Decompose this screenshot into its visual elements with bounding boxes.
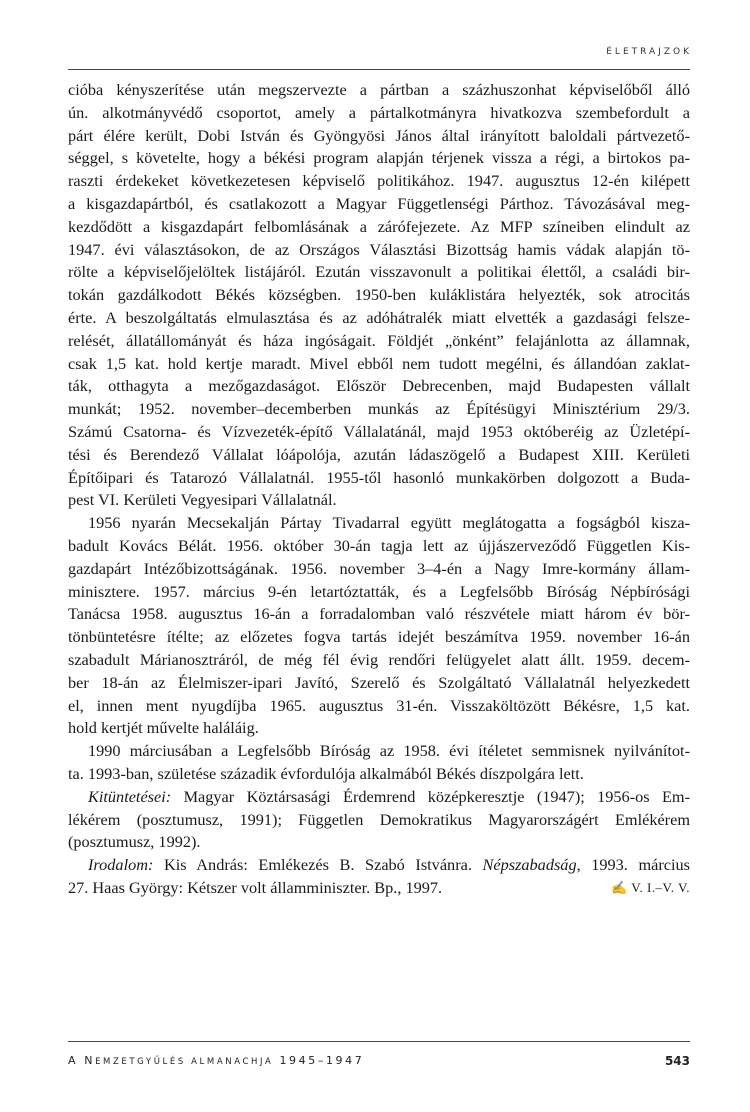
text-line: tési és Berendező Vállalat lóápolója, azután ládaszögelő a Budapest XIII. Kerületi [68,444,690,464]
book-title: A NEMZETGYŰLÉS ALMANACHJA 1945–1947 [68,1054,365,1067]
text-line: minisztere. 1957. március 9-én letartóztatták, és a Legfelsőbb Bíróság Népbírósági [68,581,690,601]
text-line: el, innen ment nyugdíjba 1965. augusztus 31-én. Visszaköltözött Békésre, 1,5 kat. [68,695,690,715]
text-line: ta. 1993-ban, születése századik évfordulója alkalmából Békés díszpolgára lett. [68,763,584,783]
awards-line: Kitüntetései: Magyar Köztársasági Érdemrend középkeresztje (1947); 1956-os Em- [88,786,690,806]
text-line: szabadult Márianosztráról, de még fél évig rendőri felügyelet alatt állt. 1959. decem- [68,649,690,669]
text-line: párt élére került, Dobi István és Gyöngyösi János által irányított baloldali pártvezető- [68,125,690,145]
footer-rule [68,1041,690,1042]
text-line: ún. alkotmányvédő csoportot, amely a pártalkotmányra hivatkozva szembefordult a [68,102,690,122]
text-line: relését, állatállományát és háza ingóságait. Földjét „önként” felajánlotta az államnak, [68,330,690,350]
text-line: Tanácsa 1958. augusztus 16-án a forradalomban való részvétele miatt három év bör- [68,604,690,624]
text-line: érte. A beszolgáltatás elmulasztása és az adóhátralék miatt elvették a gazdasági felsze- [68,307,690,327]
text-line: hold kertjét művelte haláláig. [68,718,259,738]
awards-label: Kitüntetései: [88,786,172,806]
text-line: ták, otthagyta a mezőgazdaságot. Először Debrecenben, majd Budapesten vállalt [68,376,690,396]
literature-label: Irodalom: [88,855,154,875]
text-line: badult Kovács Bélát. 1956. október 30-án tagja lett az újjászerveződő Független Kis- [68,535,690,555]
text-line: tönbüntetésre ítélte; az előzetes fogva tartás idejét beszámítva 1959. november 16-án [68,627,690,647]
text-line: 1956 nyarán Mecsekalján Pártay Tivadarral együtt meglátogatta a fogságból kisza- [88,513,690,533]
text-line: séggel, s követelte, hogy a békési program alapján térjenek vissza a régi, a birtokos pa- [68,148,690,168]
text-line: Számú Csatorna- és Vízvezeték-építő Vállalatánál, majd 1953 októberéig az Üzletépí- [68,421,690,441]
journal-title: Népszabadság [482,855,577,875]
text-line: raszti érdekeket következetesen képviselő politikához. 1947. augusztus 12-én kilépett [68,171,690,191]
text-line: 1947. évi választásokon, de az Országos Választási Bizottság hamis vádak alapján tö- [68,239,690,259]
awards-line: lékérem (posztumusz, 1991); Független Demokratikus Magyarországért Emlékérem [68,809,690,829]
author-signature [611,877,690,900]
literature-line: Irodalom: Kis András: Emlékezés B. Szabó Istvánra. Népszabadság, 1993. március [88,855,690,875]
awards-line: (posztumusz, 1992). [68,832,201,852]
page-number: 543 [664,1054,690,1068]
text-line: ber 18-án az Élelmiszer-ipari Javító, Szerelő és Szolgáltató Vállalatnál helyezkedett [68,672,690,692]
text-line: gazdapárt Intézőbizottságának. 1956. november 3–4-én a Nagy Imre-kormány állam- [68,558,690,578]
running-head: ÉLETRAJZOK [606,47,692,57]
author-initials: V. I.–V. V. [631,879,690,895]
text-line: a kisgazdapártból, és csatlakozott a Magyar Függetlenségi Párthoz. Távozásával meg- [68,193,690,213]
text-line: rölte a képviselőjelöltek listájáról. Ezután visszavonult a politikai élettől, a családi bir- [68,262,690,282]
text-line: Építőipari és Tatarozó Vállalatnál. 1955-től hasonló munkakörben dolgozott a Buda- [68,467,690,487]
text-line: csak 1,5 kat. hold kertje maradt. Mivel ebből nem tudott megélni, és állandóan zaklat- [68,353,690,373]
text-line: pest VI. Kerületi Vegyesipari Vállalatnál. [68,490,337,510]
page-footer [68,1054,690,1067]
biography-text [68,79,690,900]
text-line: kezdődött a kisgazdapárt felbomlásának a zárófejezete. Az MFP színeiben elindult az [68,216,690,236]
text-line: 1990 márciusában a Legfelsőbb Bíróság az 1958. évi ítéletet semmisnek nyilvánítot- [88,741,690,761]
header-rule [68,69,690,70]
literature-line: 27. Haas György: Kétszer volt államminiszter. Bp., 1997. ✍ V. I.–V. V. [68,877,690,900]
pen-icon: ✍ [611,879,628,895]
text-line: cióba kényszerítése után megszervezte a pártban a százhuszonhat képviselőből álló [68,80,690,99]
text-line: munkát; 1952. november–decemberben munkás az Építésügyi Minisztérium 29/3. [68,399,690,419]
text-line: tokán gazdálkodott Békés községben. 1950-ben kuláklistára helyezték, sok atrocitás [68,285,690,305]
